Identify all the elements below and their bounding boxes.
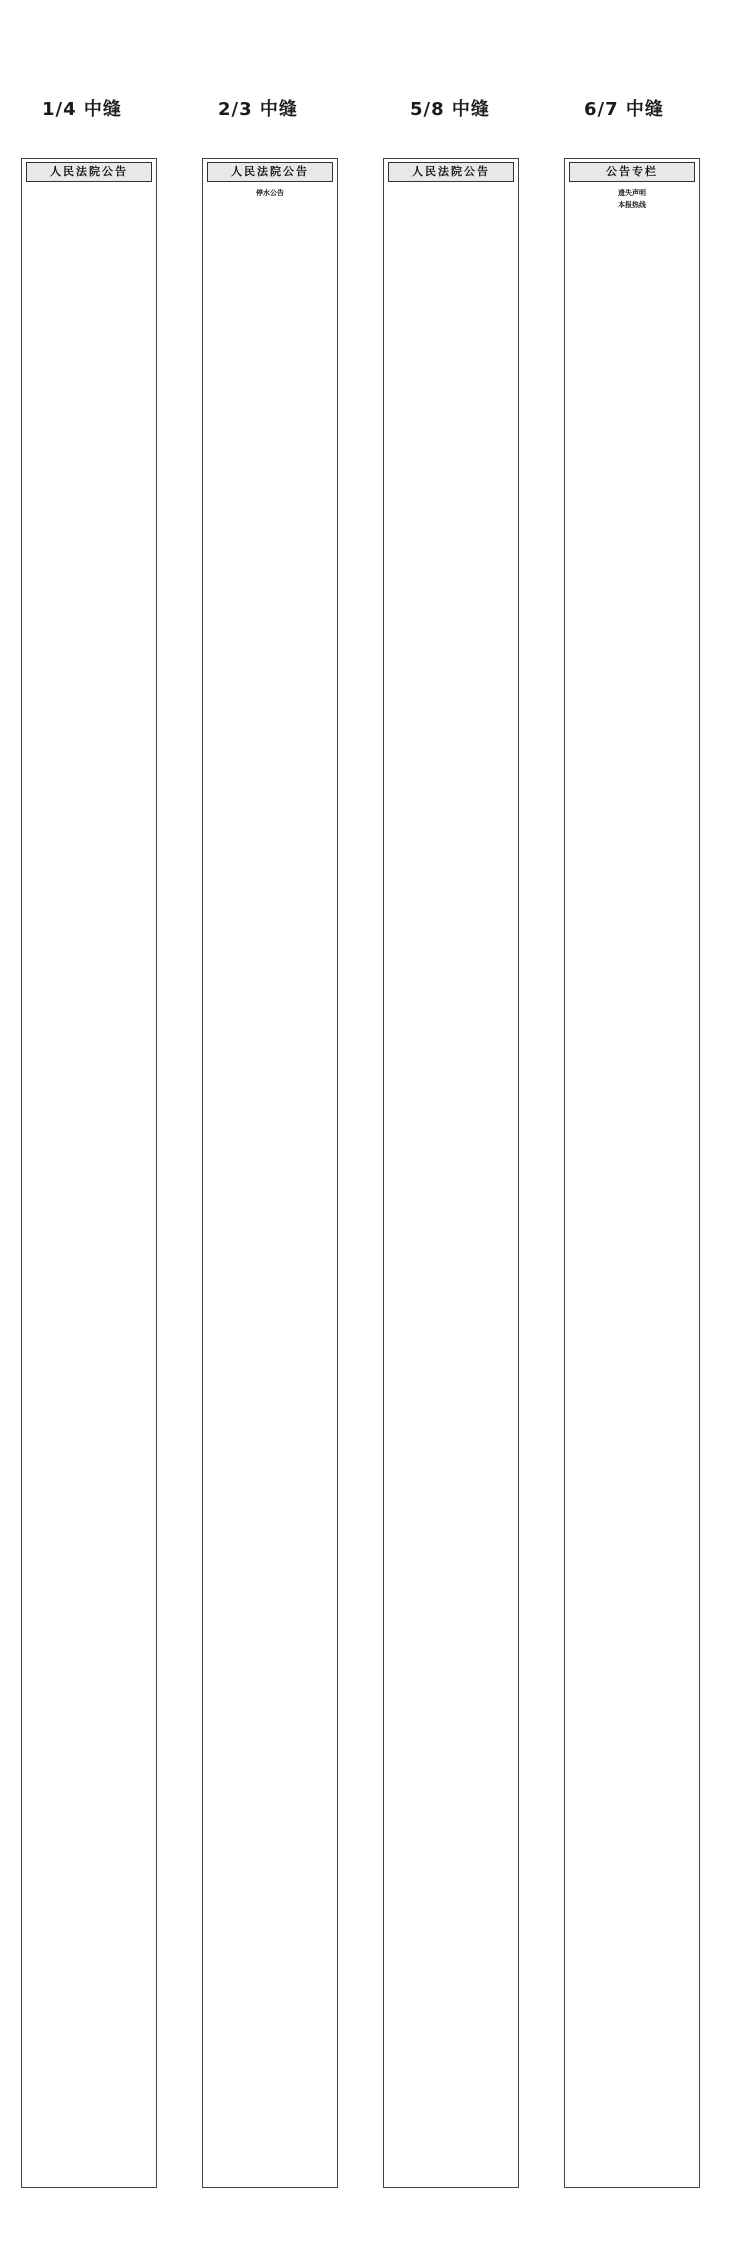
section-heading: 本报热线: [618, 200, 646, 209]
section-heading: 停水公告: [256, 188, 284, 197]
column-title: 人民法院公告: [388, 162, 514, 182]
column-4: [564, 158, 700, 2188]
column-body: [208, 185, 332, 2183]
column-body: [389, 185, 513, 2183]
column-2: [202, 158, 338, 2188]
header-6-7: 6/7 中缝: [584, 99, 664, 120]
column-title: 人民法院公告: [26, 162, 152, 182]
column-body: [27, 185, 151, 2183]
column-3: [383, 158, 519, 2188]
column-body: [570, 185, 694, 2183]
header-2-3: 2/3 中缝: [218, 99, 298, 120]
header-1-4: 1/4 中缝: [42, 99, 122, 120]
section-heading: 遗失声明: [618, 188, 646, 197]
column-1: [21, 158, 157, 2188]
header-5-8: 5/8 中缝: [410, 99, 490, 120]
column-title: 公告专栏: [569, 162, 695, 182]
column-title: 人民法院公告: [207, 162, 333, 182]
